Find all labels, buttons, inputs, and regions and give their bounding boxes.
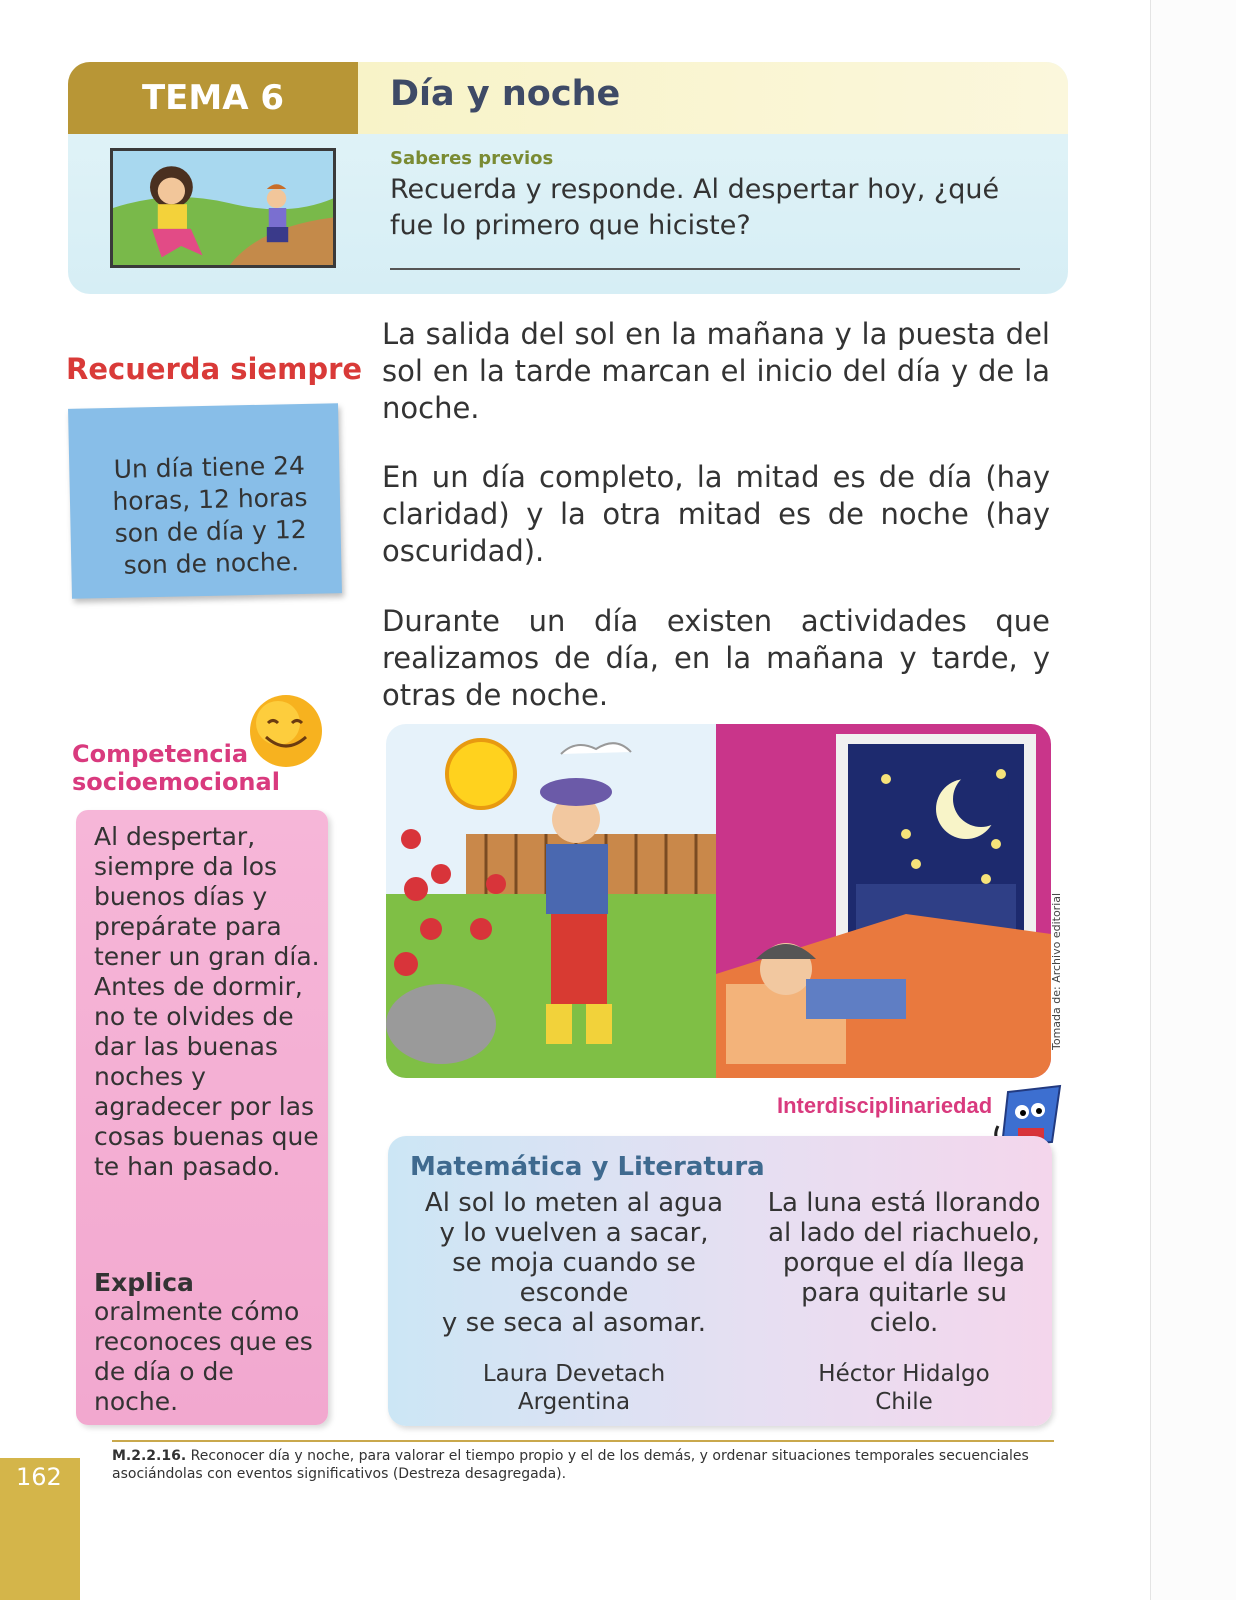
skill-text: Reconocer día y noche, para valorar el tiempo propio y el de los demás, y ordenar situaciones temporales secuenciales asociándolas con eventos significativos (Destreza desagregada). [112,1448,1029,1482]
explain-text: oralmente cómo reconoces que es de día o de noche. [94,1297,313,1416]
socioemotional-text: Al despertar, siempre da los buenos días y prepárate para tener un gran día. Antes de dormir, no te olvides de dar las buenas noches y agradecer por las cosas buenas que te han pasado. [94,822,320,1181]
answer-line[interactable] [390,268,1020,270]
author-1 [414,1360,734,1416]
poem-sun [414,1188,734,1338]
page-number: 162 [16,1463,62,1491]
socioemotional-box [76,810,328,1425]
prior-knowledge-label: Saberes previos [390,148,554,169]
prior-knowledge-question: Recuerda y responde. Al despertar hoy, ¿qué fue lo primero que hiciste? [390,174,1000,241]
poem-line: al lado del riachuelo, [768,1218,1040,1248]
poem-line: para quitarle su [801,1278,1007,1308]
math-literature-title: Matemática y Literatura [410,1152,765,1182]
interdisciplinary-label: Interdisciplinariedad [777,1093,993,1118]
poem-line: Al sol lo meten al agua [424,1188,724,1218]
sticky-note [68,403,342,599]
page-edge [1150,0,1236,1600]
skill-description [112,1447,1042,1483]
poem-line: porque el día llega [782,1248,1026,1278]
paragraph-1: La salida del sol en la mañana y la puesta del sol en la tarde marcan el inicio del día y de la noche. [382,317,1050,425]
topic-title: Día y noche [390,74,621,114]
children-running-illustration [110,148,336,268]
remember-heading: Recuerda siempre [66,352,363,386]
socioemotional-heading-line2: socioemocional [72,768,280,796]
poem-line: La luna está llorando [767,1188,1041,1218]
poem-line: se moja cuando se [452,1248,696,1278]
author-name: Laura Devetach [482,1361,666,1387]
poem-moon [744,1188,1064,1338]
author-2 [744,1360,1064,1416]
socioemotional-heading-line1: Competencia [72,740,249,768]
poem-line: y se seca al asomar. [441,1308,707,1338]
day-night-illustration [386,724,1051,1078]
author-name: Héctor Hidalgo [818,1361,990,1387]
topic-header [68,62,1068,294]
image-credit: Tomada de: Archivo editorial [1050,892,1063,1050]
explain-heading: Explica [94,1268,194,1297]
paragraph-3: Durante un día existen actividades que realizamos de día, en la mañana y tarde, y otras de noche. [382,604,1050,712]
topic-number: TEMA 6 [68,62,358,134]
poem-line: cielo. [869,1308,939,1338]
sticky-note-text: Un día tiene 24 horas, 12 horas son de día y 12 son de noche. [112,450,308,580]
poem-line: y lo vuelven a sacar, [439,1218,709,1248]
author-country: Argentina [517,1389,631,1415]
socioemotional-heading [72,740,280,796]
footer-divider [112,1440,1054,1442]
page-number-tab [0,1458,80,1600]
skill-code: M.2.2.16. [112,1448,187,1464]
poem-line: esconde [519,1278,629,1308]
author-country: Chile [875,1389,933,1415]
paragraph-2: En un día completo, la mitad es de día (hay claridad) y la otra mitad es de noche (hay oscuridad). [382,460,1050,568]
math-literature-box [388,1136,1052,1426]
